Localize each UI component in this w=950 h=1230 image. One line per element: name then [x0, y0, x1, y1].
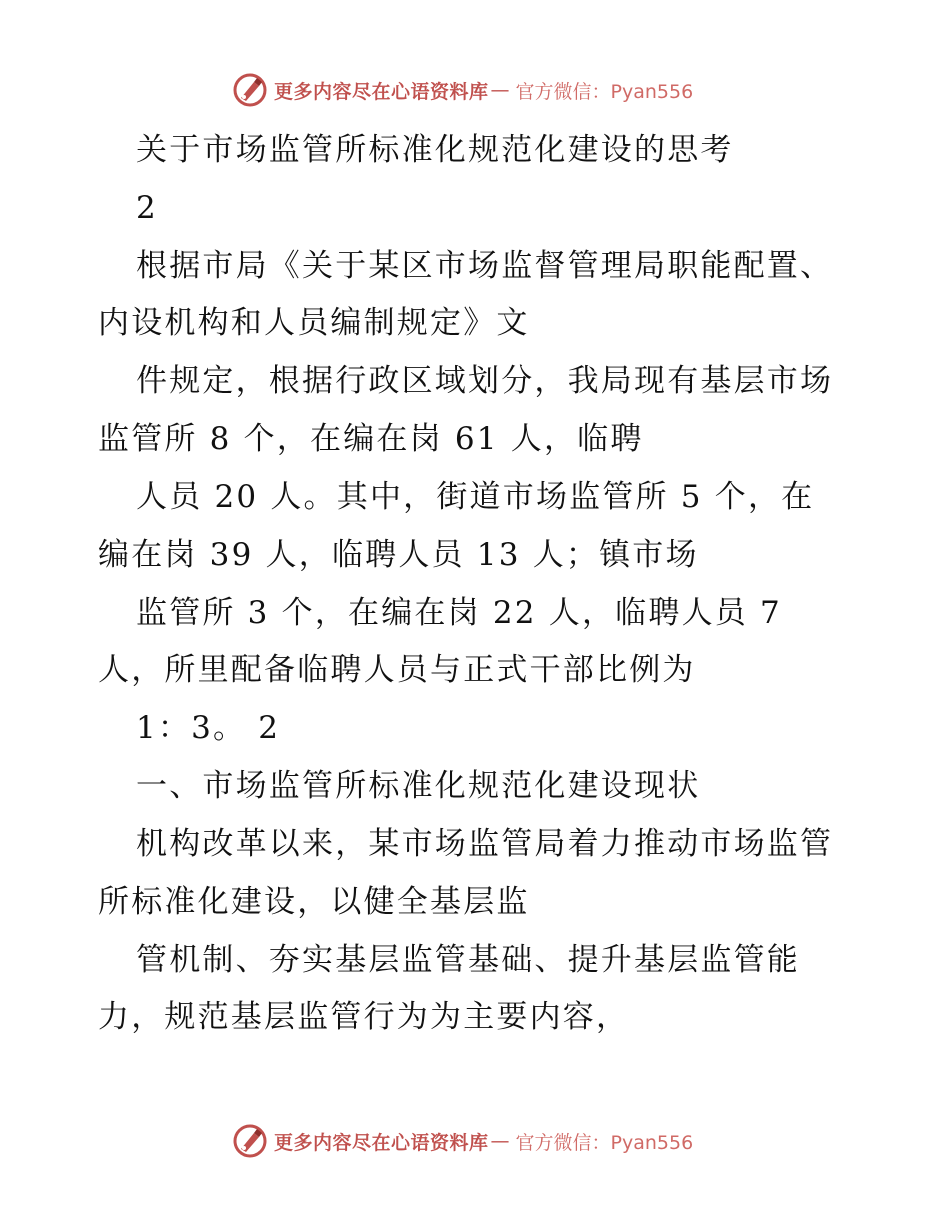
watermark-separator: — [490, 79, 510, 101]
paragraph-line: 监管所 8 个，在编在岗 61 人，临聘 [98, 421, 644, 457]
brand-logo-icon [232, 72, 268, 108]
watermark-contact-text: 官方微信：Pyan556 [515, 80, 694, 103]
watermark-brand-text: 更多内容尽在心语资料库 [274, 80, 489, 103]
page-number-marker: 2 [136, 190, 158, 226]
paragraph-line: 管机制、夯实基层监管基础、提升基层监管能 [136, 942, 800, 978]
paragraph-line: 人员 20 人。其中，街道市场监管所 5 个，在 [136, 479, 815, 515]
paragraph-line: 所标准化建设，以健全基层监 [98, 884, 530, 920]
watermark-separator: — [490, 1130, 510, 1152]
paragraph-line: 根据市局《关于某区市场监督管理局职能配置、 [136, 248, 834, 284]
watermark-brand-text: 更多内容尽在心语资料库 [274, 1131, 489, 1154]
paragraph-line: 机构改革以来，某市场监管局着力推动市场监管 [136, 826, 834, 862]
paragraph-line: 编在岗 39 人，临聘人员 13 人；镇市场 [98, 537, 699, 573]
watermark-header [232, 70, 693, 110]
paragraph-line: 1：3。 2 [136, 710, 281, 746]
paragraph-line: 人，所里配备临聘人员与正式干部比例为 [98, 652, 696, 688]
paragraph-line: 件规定，根据行政区域划分，我局现有基层市场 [136, 363, 834, 399]
paragraph-line: 监管所 3 个，在编在岗 22 人，临聘人员 7 [136, 595, 782, 631]
paragraph-line: 内设机构和人员编制规定》文 [98, 305, 530, 341]
watermark-contact-text: 官方微信：Pyan556 [515, 1131, 694, 1154]
document-title: 关于市场监管所标准化规范化建设的思考 [136, 132, 734, 168]
brand-logo-icon [232, 1123, 268, 1159]
watermark-footer [232, 1121, 693, 1161]
paragraph-line: 力，规范基层监管行为为主要内容， [98, 999, 630, 1035]
section-heading: 一、市场监管所标准化规范化建设现状 [136, 768, 701, 804]
